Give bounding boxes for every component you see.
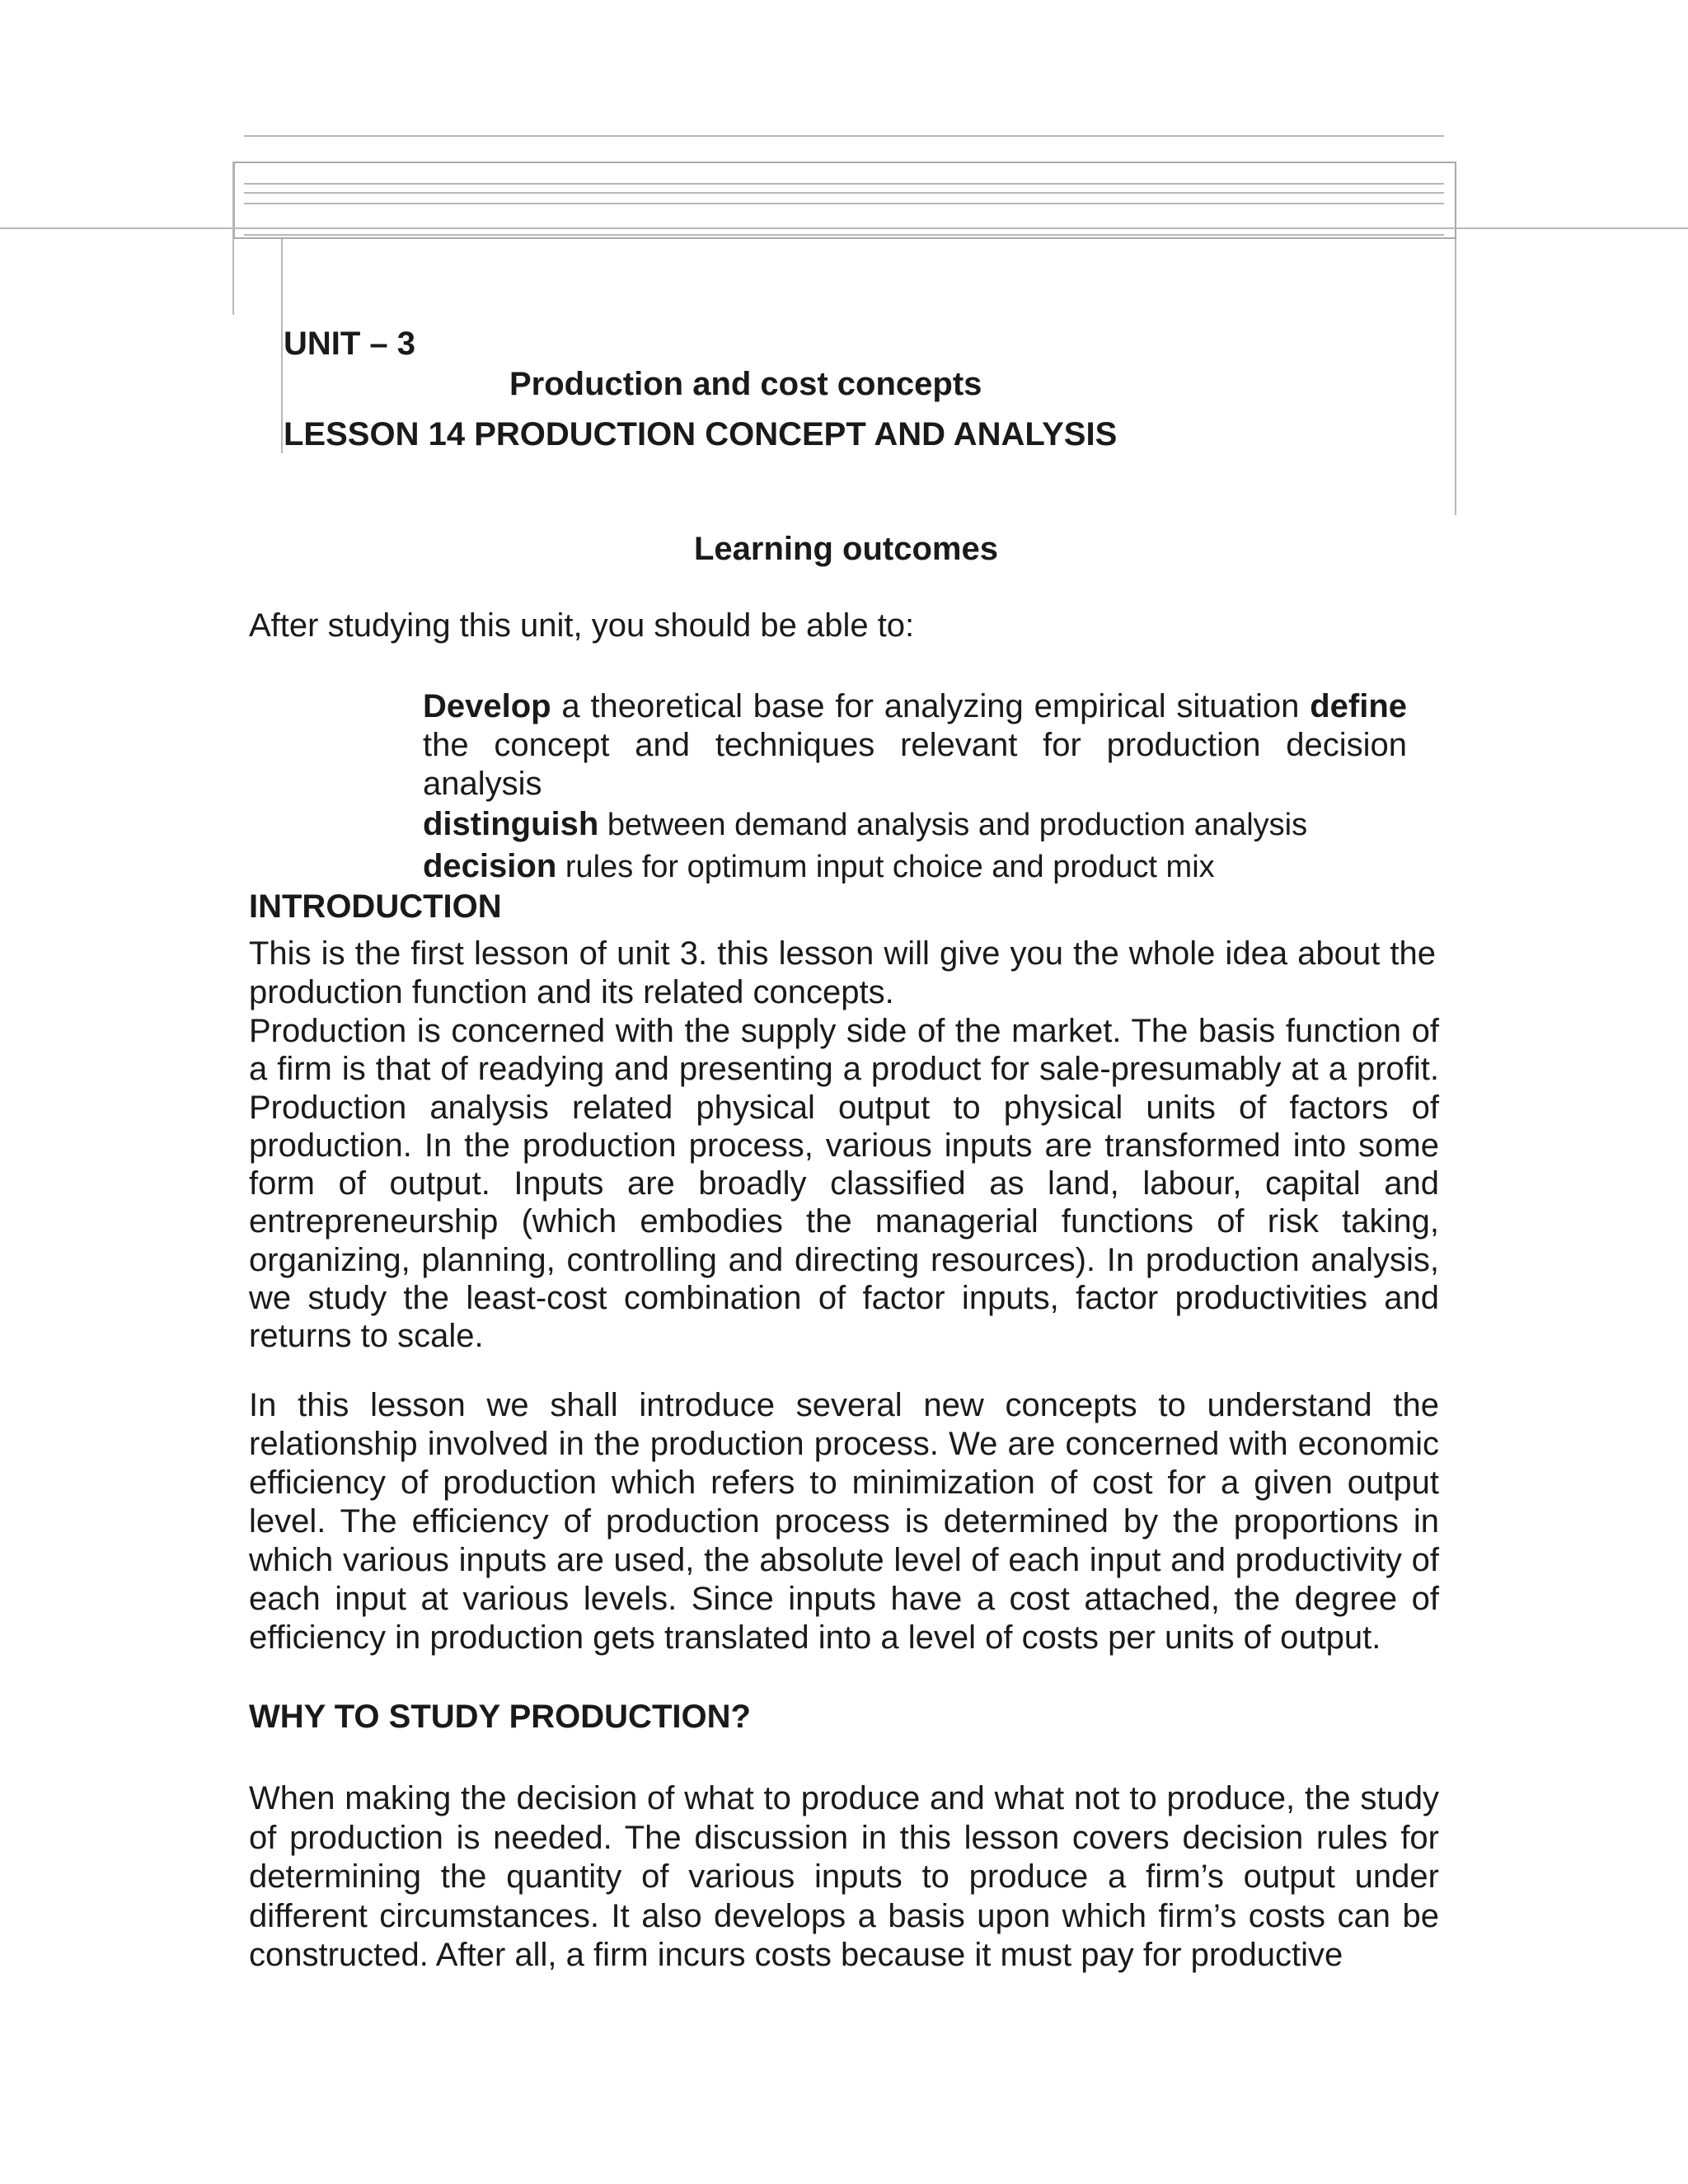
outcome-item-3 <box>423 847 1407 887</box>
header-rule-2 <box>244 192 1444 194</box>
introduction-heading: INTRODUCTION <box>249 888 502 925</box>
outcome-keyword: distinguish <box>423 806 599 842</box>
header-rule-4 <box>0 227 1688 229</box>
outcome-item-2 <box>423 805 1407 845</box>
outcome-item-1 <box>423 687 1407 804</box>
why-paragraph: When making the decision of what to produce and what not to produce, the study of production is needed. The discussion in this lesson covers decision rules for determining the quantity of various inputs to produce a firm’s output under different circumstances. It also develops a basis upon which firm’s costs can be constructed. After all, a firm incurs costs because it must pay for productive <box>249 1780 1439 1973</box>
outcome-text: the concept and techniques relevant for production decision analysis <box>423 727 1407 802</box>
introduction-paragraph-1: This is the first lesson of unit 3. this lesson will give you the whole idea about the production function and its related concepts. <box>249 935 1436 1010</box>
outcome-keyword: define <box>1310 688 1407 724</box>
lesson-title: LESSON 14 PRODUCTION CONCEPT AND ANALYSIS <box>284 416 1118 452</box>
outcome-keyword: Develop <box>423 688 551 724</box>
why-heading: WHY TO STUDY PRODUCTION? <box>249 1699 751 1735</box>
content-frame-right <box>1455 239 1456 515</box>
outcome-keyword: decision <box>423 848 557 884</box>
introduction-paragraph-2: Production is concerned with the supply side of the market. The basis function of a firm is that of readying and presenting a product for sale-presumably at a profit. Production analysis related physical output to physical units of factors of production. In the production process, various inputs are transformed into some form of output. Inputs are broadly classified as land, labour, capital and entrepreneurship (which embodies the managerial functions of risk taking, organizing, planning, controlling and directing resources). In production analysis, we study the least-cost combination of factor inputs, factor productivities and returns to scale. <box>249 1013 1439 1355</box>
unit-subtitle: Production and cost concepts <box>509 366 982 402</box>
header-left-edge <box>232 162 234 315</box>
top-rule <box>244 135 1444 137</box>
outcomes-heading: Learning outcomes <box>694 531 998 567</box>
outcomes-list <box>423 687 1407 887</box>
header-rule-1 <box>244 183 1444 185</box>
introduction-paragraph-3: In this lesson we shall introduce several new concepts to understand the relationship involved in the production process. We are concerned with economic efficiency of production which refers to minimization of cost for a given output level. The efficiency of production process is determined by the proportions in which various inputs are used, the absolute level of each input and productivity of each input at various levels. Since inputs have a cost attached, the degree of efficiency in production gets translated into a level of costs per units of output. <box>249 1387 1439 1656</box>
outcomes-intro: After studying this unit, you should be able to: <box>249 607 915 644</box>
unit-label: UNIT – 3 <box>284 326 416 362</box>
header-rule-3 <box>244 203 1444 204</box>
outcome-text: a theoretical base for analyzing empirical situation <box>551 688 1311 724</box>
content-frame-left <box>281 239 283 453</box>
outcome-text: between demand analysis and production analysis <box>598 808 1308 842</box>
header-rule-5 <box>244 234 1444 236</box>
outcome-text: rules for optimum input choice and product mix <box>556 850 1215 884</box>
